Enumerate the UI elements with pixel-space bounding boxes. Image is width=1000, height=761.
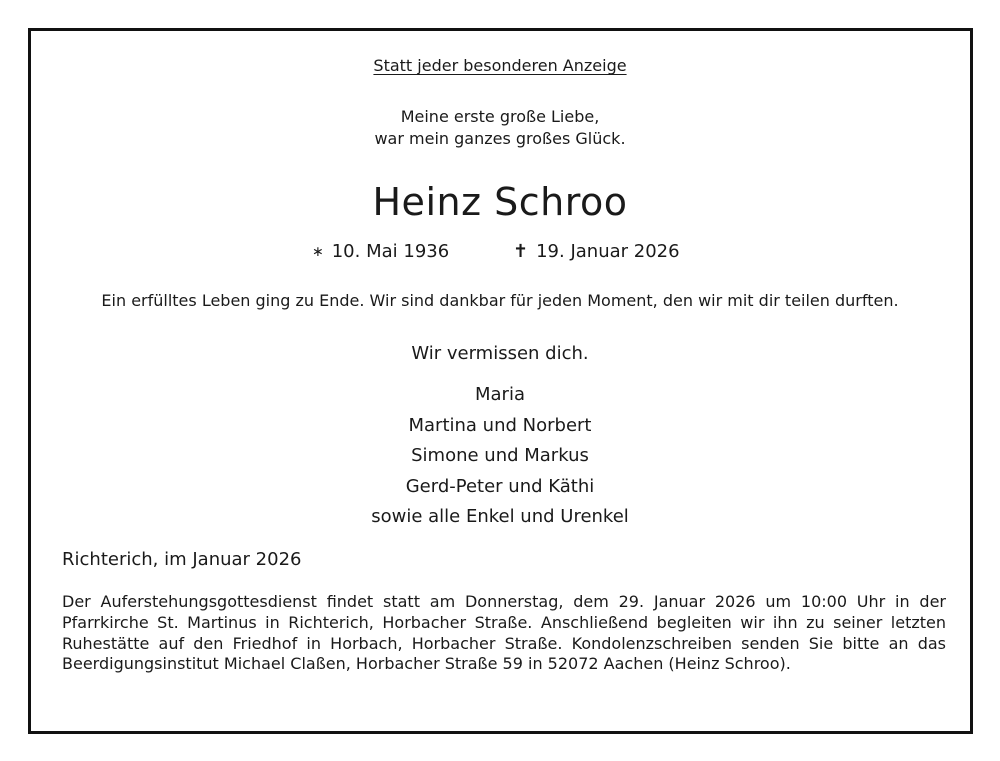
notice-header: Statt jeder besonderen Anzeige — [373, 56, 627, 75]
deceased-name: Heinz Schroo — [372, 180, 628, 224]
mourner-name: Gerd-Peter und Käthi — [405, 475, 595, 497]
place-and-date: Richterich, im Januar 2026 — [62, 549, 302, 570]
tribute-text: Ein erfülltes Leben ging zu Ende. Wir sind dankbar für jeden Moment, den wir mit dir teilen durften. — [101, 291, 899, 310]
death-date — [513, 240, 680, 264]
mourner-name: Simone und Markus — [411, 445, 589, 466]
birth-date-text: 10. Mai 1936 — [331, 241, 450, 262]
motto-line-1: Meine erste große Liebe, — [400, 107, 600, 126]
birth-star-icon: ∗ — [312, 244, 324, 260]
motto-line-2: war mein ganzes großes Glück. — [374, 129, 626, 148]
mourner-name: sowie alle Enkel und Urenkel — [371, 506, 629, 527]
death-date-text: 19. Januar 2026 — [536, 241, 680, 262]
service-details: Der Auferstehungsgottesdienst findet statt am Donnerstag, dem 29. Januar 2026 um 10:00 Uhr in der Pfarrkirche St. Martinus in Richterich, Horbacher Straße. Anschließend begleiten wir ihn zu seiner letzten Ruhestätte auf den Friedhof in Horbach, Horbacher Straße. Kondolenzschreiben senden Sie bitte an das Beerdigungsinstitut Michael Claßen, Horbacher Straße 59 in 52072 Aachen (Heinz Schroo). — [62, 592, 946, 674]
miss-you-text: Wir vermissen dich. — [411, 343, 589, 364]
mourner-name: Martina und Norbert — [408, 414, 592, 436]
birth-date — [312, 240, 449, 264]
motto — [0, 106, 1000, 150]
mourner-name: Maria — [475, 384, 525, 405]
mourners-list — [0, 380, 1000, 533]
death-cross-icon: ✝ — [513, 241, 529, 262]
